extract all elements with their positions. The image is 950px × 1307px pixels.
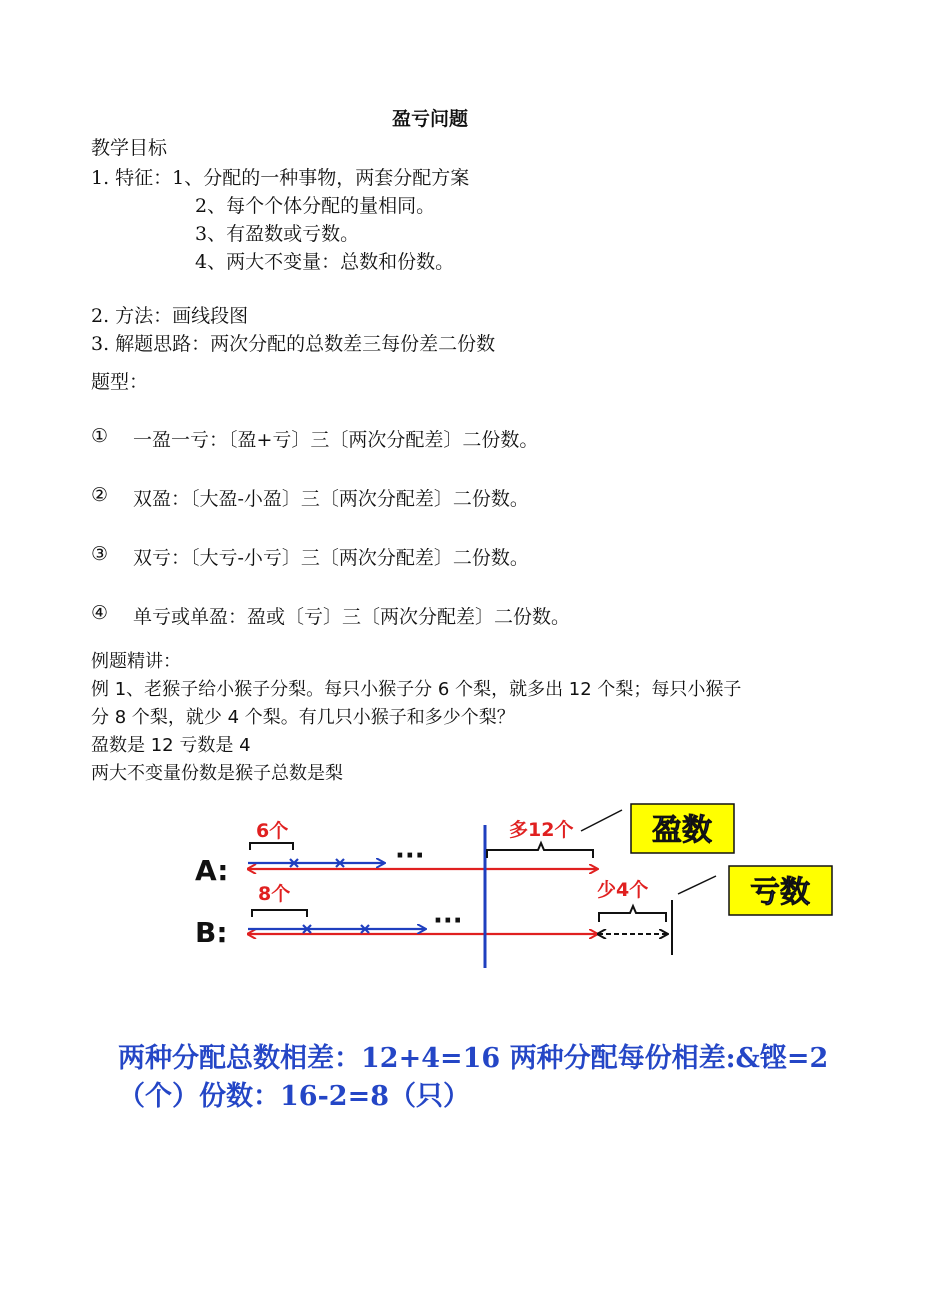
type-2-number: ② xyxy=(91,484,109,506)
type-2-text: 双盈：〔大盈-小盈〕三〔两次分配差〕二份数。 xyxy=(133,488,529,510)
types-title: 题型： xyxy=(91,371,149,393)
feature-title: 1. 特征：1、分配的一种事物，两套分配方案 xyxy=(91,167,470,189)
type-3-text: 双亏：〔大亏-小亏〕三〔两次分配差〕二份数。 xyxy=(133,547,529,569)
deficit-pointer-line xyxy=(678,876,716,894)
summary-line-1: 两种分配总数相差：12+4=16 两种分配每份相差:&铿=2 xyxy=(118,1043,829,1074)
row-a-unit-bracket xyxy=(250,843,293,850)
row-b-unit-label: 8个 xyxy=(258,883,291,905)
deficit-box-label: 亏数 xyxy=(750,875,810,910)
feature-item-2: 2、每个个体分配的量相同。 xyxy=(195,195,436,217)
row-a-ellipsis: ··· xyxy=(395,841,425,871)
row-a-unit-label: 6个 xyxy=(256,820,289,842)
row-b-label: B: xyxy=(195,916,228,949)
example-title: 例题精讲： xyxy=(91,651,181,672)
feature-item-4: 4、两大不变量：总数和份数。 xyxy=(195,251,455,273)
type-4-number: ④ xyxy=(91,602,109,624)
row-b-unit-bracket xyxy=(252,910,307,917)
page-title: 盈亏问题 xyxy=(391,108,468,130)
example-line-4: 两大不变量份数是猴子总数是梨 xyxy=(91,763,343,784)
surplus-bracket xyxy=(487,843,593,858)
row-a-label: A: xyxy=(195,854,229,887)
surplus-box-label: 盈数 xyxy=(652,813,712,848)
type-1-text: 一盈一亏：〔盈+亏〕三〔两次分配差〕二份数。 xyxy=(133,429,539,451)
surplus-pointer-line xyxy=(581,810,622,831)
row-b-ellipsis: ··· xyxy=(433,906,463,936)
deficit-label: 少4个 xyxy=(597,879,649,901)
method-line: 2. 方法：画线段图 xyxy=(91,305,249,327)
example-line-1: 例 1、老猴子给小猴子分梨。每只小猴子分 6 个梨，就多出 12 个梨；每只小猴子 xyxy=(91,679,742,700)
section-teaching-goal: 教学目标 xyxy=(91,137,168,159)
example-line-2: 分 8 个梨，就少 4 个梨。有几只小猴子和多少个梨？ xyxy=(91,707,515,728)
solution-line: 3. 解题思路：两次分配的总数差三每份差二份数 xyxy=(91,333,496,355)
deficit-bracket xyxy=(599,906,666,922)
type-4-text: 单亏或单盈：盈或〔亏〕三〔两次分配差〕二份数。 xyxy=(133,606,571,628)
summary-line-2: （个）份数：16-2=8（只） xyxy=(118,1081,470,1112)
feature-item-3: 3、有盈数或亏数。 xyxy=(195,223,360,245)
solution-summary xyxy=(118,1040,848,1116)
type-3-number: ③ xyxy=(91,543,109,565)
surplus-label: 多12个 xyxy=(509,819,574,841)
example-line-3: 盈数是 12 亏数是 4 xyxy=(91,735,251,756)
type-1-number: ① xyxy=(91,425,109,447)
